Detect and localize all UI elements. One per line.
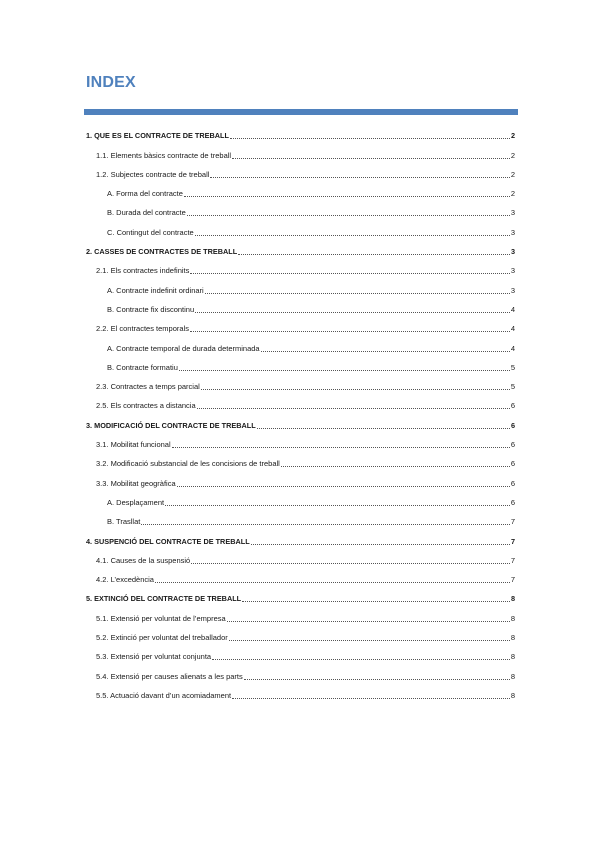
index-title: INDEX <box>86 74 136 91</box>
toc-leader-dots <box>244 679 510 680</box>
toc-leader-dots <box>187 215 510 216</box>
toc-page-number: 6 <box>510 459 515 469</box>
toc-entry-label: 5.4. Extensió per causes alienats a les parts <box>96 671 243 681</box>
toc-entry-label: 5.1. Extensió per voluntat de l’empresa <box>96 613 226 623</box>
toc-entry-label: 2.2. El contractes temporals <box>96 324 189 334</box>
toc-entry[interactable] <box>86 624 515 643</box>
toc-leader-dots <box>141 524 509 525</box>
toc-entry-label: 4.1. Causes de la suspensió <box>96 555 191 565</box>
toc-entry[interactable] <box>86 527 515 546</box>
toc-entry-label: 2.1. Els contractes indefinits <box>96 266 190 276</box>
toc-leader-dots <box>232 158 510 159</box>
toc-page-number: 2 <box>510 189 515 199</box>
toc-entry[interactable] <box>86 180 515 199</box>
toc-entry[interactable] <box>86 547 515 566</box>
toc-entry[interactable] <box>86 469 515 488</box>
toc-entry[interactable] <box>86 141 515 160</box>
toc-leader-dots <box>179 370 510 371</box>
toc-page-number: 3 <box>510 247 515 257</box>
toc-page-number: 8 <box>510 594 515 604</box>
toc-entry[interactable] <box>86 585 515 604</box>
toc-page-number: 4 <box>510 343 515 353</box>
toc-page-number: 7 <box>510 536 515 546</box>
title-rule <box>84 109 518 115</box>
toc-entry-label: C. Contingut del contracte <box>107 227 194 237</box>
toc-entry-label: B. Contracte formatiu <box>107 362 178 372</box>
toc-page-number: 7 <box>510 555 515 565</box>
toc-entry[interactable] <box>86 296 515 315</box>
toc-entry[interactable] <box>86 315 515 334</box>
toc-entry[interactable] <box>86 161 515 180</box>
toc-page-number: 3 <box>510 285 515 295</box>
toc-page-number: 8 <box>510 671 515 681</box>
toc-page-number: 6 <box>510 420 515 430</box>
toc-page-number: 2 <box>510 131 515 141</box>
toc-entry-label: A. Contracte indefinit ordinari <box>107 285 204 295</box>
toc-entry[interactable] <box>86 373 515 392</box>
toc-page-number: 4 <box>510 324 515 334</box>
toc-entry[interactable] <box>86 354 515 373</box>
toc-page-number: 8 <box>510 652 515 662</box>
toc-entry-label: 4. SUSPENCIÓ DEL CONTRACTE DE TREBALL <box>86 536 250 546</box>
toc-leader-dots <box>172 447 510 448</box>
toc-page-number: 6 <box>510 497 515 507</box>
toc-entry[interactable] <box>86 238 515 257</box>
toc-leader-dots <box>195 235 510 236</box>
toc-leader-dots <box>281 466 510 467</box>
toc-entry[interactable] <box>86 392 515 411</box>
toc-leader-dots <box>232 698 510 699</box>
toc-entry[interactable] <box>86 257 515 276</box>
toc-leader-dots <box>195 312 510 313</box>
toc-page-number: 8 <box>510 633 515 643</box>
toc-entry-label: 3. MODIFICACIÓ DEL CONTRACTE DE TREBALL <box>86 420 256 430</box>
table-of-contents <box>86 122 515 701</box>
toc-leader-dots <box>238 254 510 255</box>
toc-entry-label: 3.1. Mobilitat funcional <box>96 440 171 450</box>
toc-page-number: 7 <box>510 517 515 527</box>
toc-leader-dots <box>184 196 510 197</box>
toc-entry-label: 1.1. Elements bàsics contracte de treball <box>96 150 232 160</box>
toc-leader-dots <box>165 505 510 506</box>
toc-leader-dots <box>205 293 510 294</box>
toc-entry-label: 5.3. Extensió per voluntat conjunta <box>96 652 212 662</box>
toc-entry[interactable] <box>86 411 515 430</box>
toc-leader-dots <box>201 389 510 390</box>
toc-leader-dots <box>197 408 510 409</box>
toc-leader-dots <box>190 273 509 274</box>
toc-entry[interactable] <box>86 604 515 623</box>
toc-entry-label: A. Contracte temporal de durada determinada <box>107 343 260 353</box>
toc-entry[interactable] <box>86 199 515 218</box>
toc-entry-label: 1.2. Subjectes contracte de treball <box>96 169 210 179</box>
toc-leader-dots <box>212 659 510 660</box>
toc-page-number: 6 <box>510 440 515 450</box>
toc-page-number: 2 <box>510 150 515 160</box>
toc-page-number: 3 <box>510 266 515 276</box>
toc-entry[interactable] <box>86 489 515 508</box>
toc-entry[interactable] <box>86 122 515 141</box>
toc-entry-label: B. Trasllat <box>107 517 141 527</box>
toc-leader-dots <box>177 486 510 487</box>
toc-page-number: 5 <box>510 362 515 372</box>
toc-page-number: 2 <box>510 169 515 179</box>
toc-leader-dots <box>251 544 510 545</box>
toc-leader-dots <box>229 640 510 641</box>
toc-leader-dots <box>242 601 510 602</box>
toc-entry-label: 3.2. Modificació substancial de les concisions de treball <box>96 459 280 469</box>
toc-leader-dots <box>190 331 510 332</box>
toc-leader-dots <box>155 582 510 583</box>
toc-entry-label: A. Desplaçament <box>107 497 165 507</box>
toc-page-number: 7 <box>510 575 515 585</box>
toc-entry-label: 1. QUE ES EL CONTRACTE DE TREBALL <box>86 131 229 141</box>
toc-leader-dots <box>191 563 510 564</box>
toc-entry[interactable] <box>86 682 515 701</box>
toc-entry-label: 5. EXTINCIÓ DEL CONTRACTE DE TREBALL <box>86 594 242 604</box>
toc-leader-dots <box>261 351 510 352</box>
toc-entry[interactable] <box>86 431 515 450</box>
toc-leader-dots <box>210 177 509 178</box>
toc-entry[interactable] <box>86 450 515 469</box>
toc-entry[interactable] <box>86 334 515 353</box>
toc-page-number: 6 <box>510 478 515 488</box>
toc-entry-label: 2. CASSES DE CONTRACTES DE TREBALL <box>86 247 238 257</box>
toc-entry[interactable] <box>86 276 515 295</box>
toc-entry[interactable] <box>86 662 515 681</box>
toc-page-number: 8 <box>510 613 515 623</box>
toc-leader-dots <box>257 428 510 429</box>
toc-entry-label: 2.3. Contractes a temps parcial <box>96 382 200 392</box>
toc-entry-label: A. Forma del contracte <box>107 189 183 199</box>
toc-entry-label: B. Contracte fix discontinu <box>107 304 195 314</box>
toc-entry[interactable] <box>86 508 515 527</box>
toc-leader-dots <box>230 138 510 139</box>
toc-entry[interactable] <box>86 643 515 662</box>
toc-entry-label: 4.2. L’excedència <box>96 575 154 585</box>
toc-entry-label: 5.2. Extinció per voluntat del treballador <box>96 633 228 643</box>
toc-entry-label: 3.3. Mobilitat geogràfica <box>96 478 176 488</box>
toc-page-number: 8 <box>510 690 515 700</box>
toc-page-number: 4 <box>510 304 515 314</box>
toc-page-number: 3 <box>510 227 515 237</box>
toc-entry-label: 5.5. Actuació davant d’un acomiadament <box>96 690 232 700</box>
toc-leader-dots <box>227 621 510 622</box>
toc-page-number: 5 <box>510 382 515 392</box>
toc-entry[interactable] <box>86 566 515 585</box>
toc-page-number: 3 <box>510 208 515 218</box>
toc-entry-label: B. Durada del contracte <box>107 208 186 218</box>
toc-entry[interactable] <box>86 218 515 237</box>
toc-page-number: 6 <box>510 401 515 411</box>
toc-entry-label: 2.5. Els contractes a distancia <box>96 401 196 411</box>
